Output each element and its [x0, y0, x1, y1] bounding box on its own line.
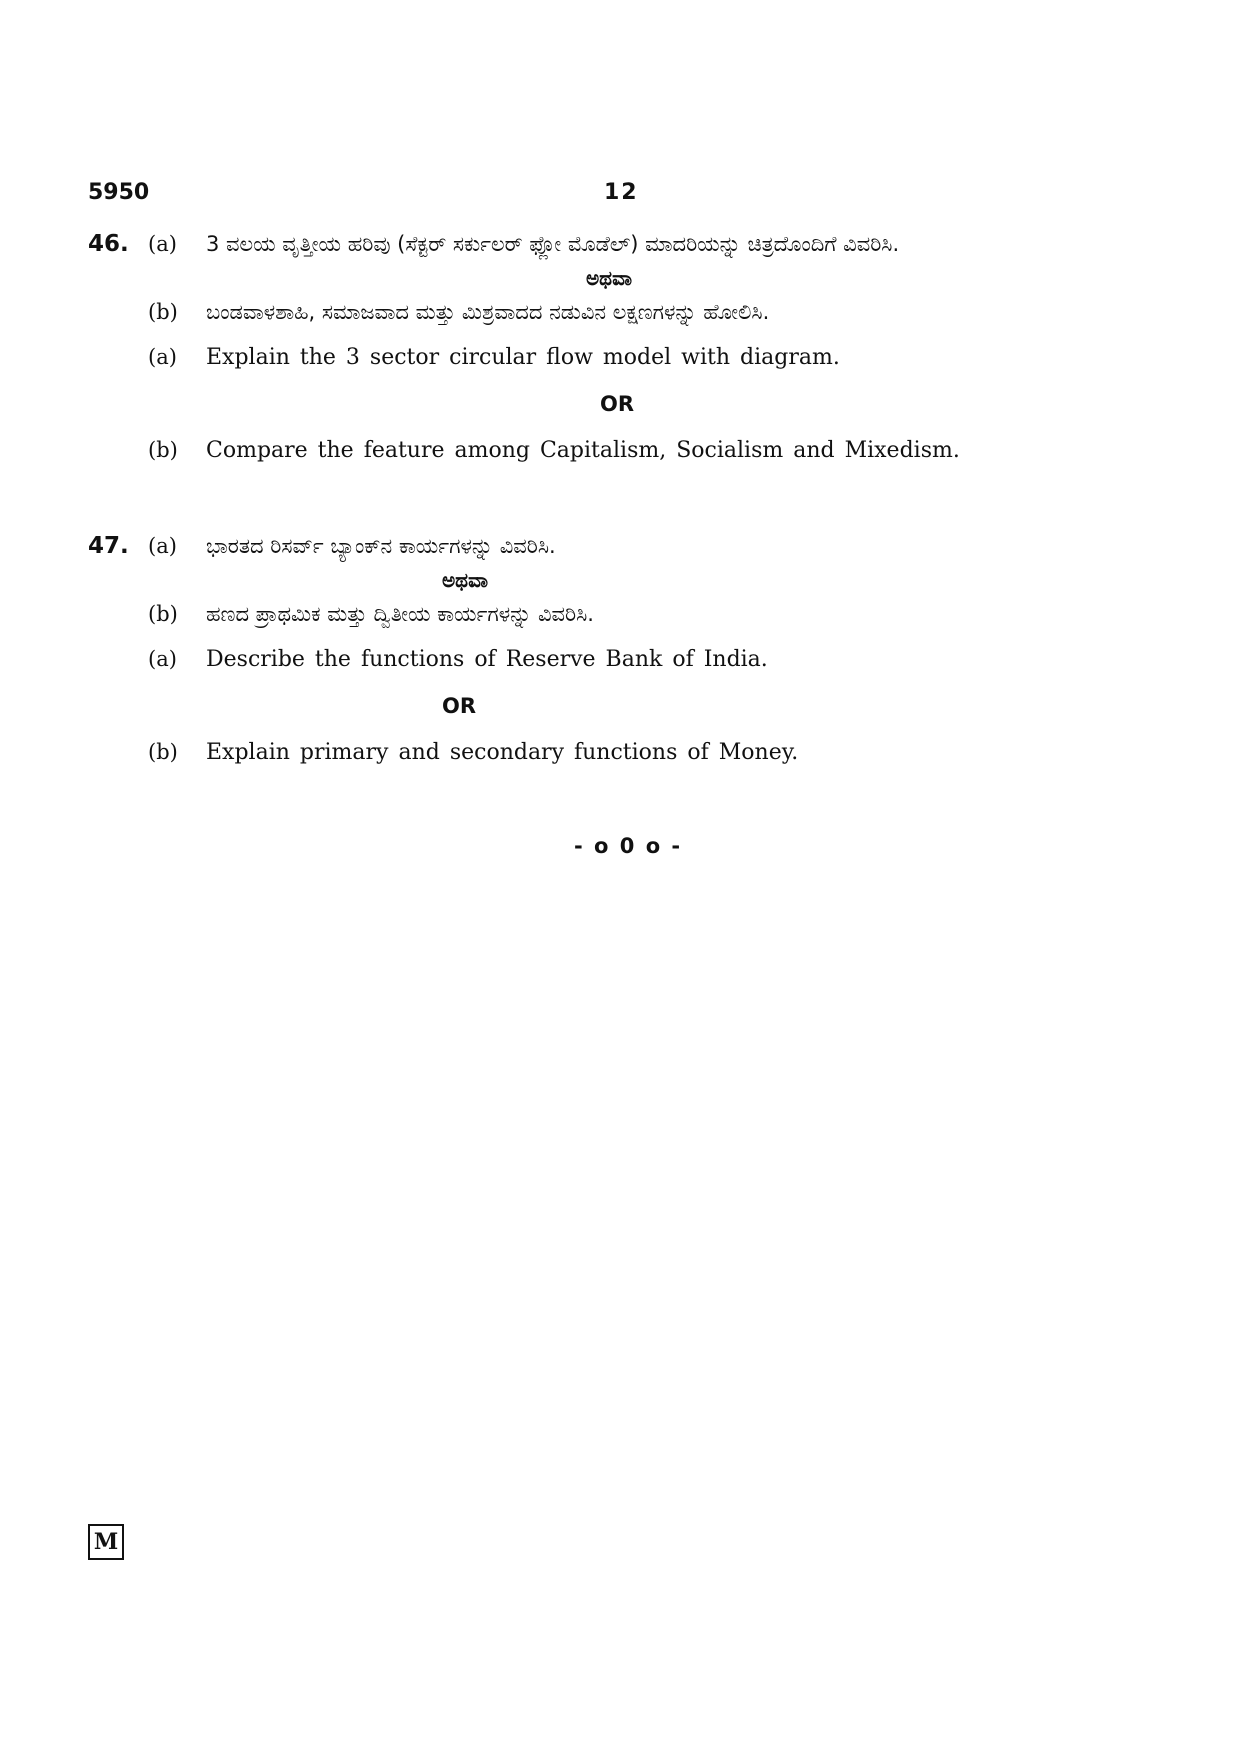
- q47-kn-option-b-text: ಹಣದ ಪ್ರಾಥಮಿಕ ಮತ್ತು ದ್ವಿತೀಯ ಕಾರ್ಯಗಳನ್ನು ವಿವರಿಸಿ.: [206, 602, 594, 626]
- end-mark: - o 0 o -: [574, 834, 683, 858]
- q47-kn-or: ಅಥವಾ: [442, 568, 488, 592]
- page-number: 12: [604, 180, 639, 205]
- q47-kn-option-b-label: (b): [148, 602, 178, 626]
- q47-en-option-a-text: Describe the functions of Reserve Bank of India.: [206, 647, 768, 672]
- q46-en-option-b-text: Compare the feature among Capitalism, Socialism and Mixedism.: [206, 438, 960, 463]
- question-number-47: 47.: [88, 533, 129, 559]
- q47-kn-option-a-text: ಭಾರತದ ರಿಸರ್ವ್ ಬ್ಯಾಂಕ್‌ನ ಕಾರ್ಯಗಳನ್ನು ವಿವರಿಸಿ.: [206, 534, 556, 558]
- paper-code: 5950: [88, 180, 150, 205]
- q46-en-option-a-label: (a): [148, 345, 177, 369]
- q46-en-option-a-text: Explain the 3 sector circular flow model with diagram.: [206, 345, 840, 370]
- q46-kn-option-b-text: ಬಂಡವಾಳಶಾಹಿ, ಸಮಾಜವಾದ ಮತ್ತು ಮಿಶ್ರವಾದದ ನಡುವಿನ ಲಕ್ಷಣಗಳನ್ನು ಹೋಲಿಸಿ.: [206, 300, 770, 324]
- q47-en-option-a-label: (a): [148, 647, 177, 671]
- q47-kn-option-a-label: (a): [148, 534, 177, 558]
- q47-en-option-b-label: (b): [148, 740, 178, 764]
- q46-en-option-b-label: (b): [148, 438, 178, 462]
- q46-kn-option-a-label: (a): [148, 232, 177, 256]
- medium-mark-box: M: [88, 1524, 124, 1560]
- q46-kn-option-a-text: 3 ವಲಯ ವೃತ್ತೀಯ ಹರಿವು (ಸೆಕ್ಟರ್ ಸರ್ಕುಲರ್ ಫ್ಲೋ ಮೊಡೆಲ್) ಮಾದರಿಯನ್ನು ಚಿತ್ರದೊಂದಿಗೆ ವಿವರಿಸಿ.: [206, 232, 900, 256]
- q46-en-or: OR: [600, 392, 635, 416]
- q46-kn-or: ಅಥವಾ: [586, 266, 632, 290]
- q46-kn-option-b-label: (b): [148, 300, 178, 324]
- q47-en-or: OR: [442, 694, 477, 718]
- question-number-46: 46.: [88, 231, 129, 257]
- q47-en-option-b-text: Explain primary and secondary functions of Money.: [206, 740, 799, 765]
